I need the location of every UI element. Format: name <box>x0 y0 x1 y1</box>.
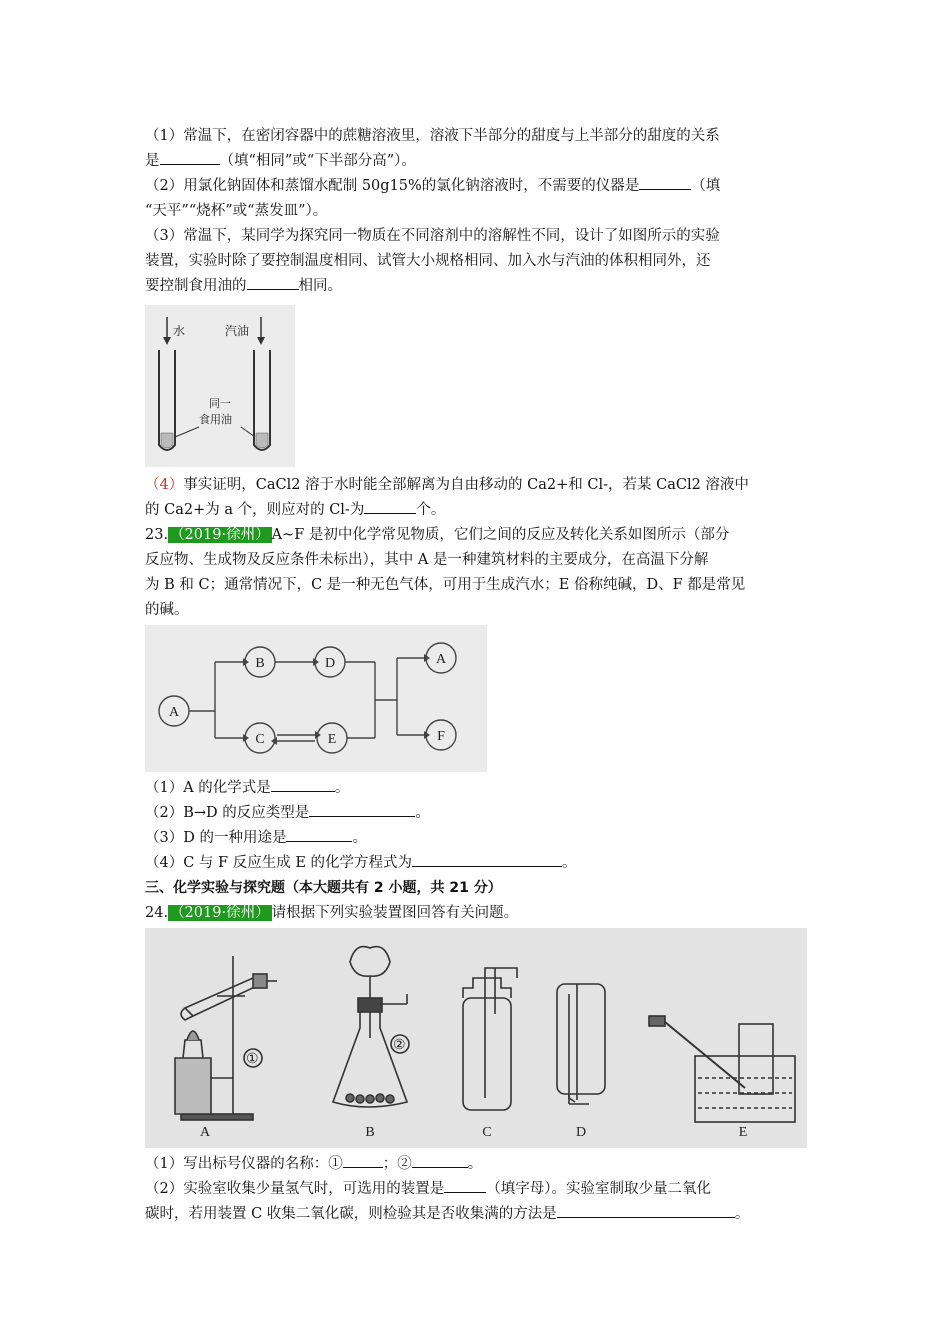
q24-sub1-end: 。 <box>467 1156 483 1172</box>
q22-p2-text3: “天平”“烧杯”或“蒸发皿”）。 <box>145 203 328 219</box>
q24-sub1-text2: ；② <box>382 1156 412 1172</box>
q22-p2-text2: （填 <box>691 178 721 194</box>
answer-blank[interactable] <box>160 150 220 165</box>
q23-line4 <box>145 598 807 623</box>
q23-sub3-end: 。 <box>352 830 367 846</box>
worksheet-page <box>145 124 807 1227</box>
q23-number: 23. <box>145 527 169 543</box>
q22-p1-text2: 是 <box>145 153 160 169</box>
apparatus-e <box>649 1016 795 1122</box>
q23-text4: 的碱。 <box>145 602 189 618</box>
q24-text: 请根据下列实验装置图回答有关问题。 <box>271 905 519 921</box>
label-gasoline: 汽油 <box>225 324 250 338</box>
q22-p4-text3: 个。 <box>416 502 446 518</box>
q24-sub2-line1 <box>145 1177 807 1202</box>
q23-sub1-text: （1）A 的化学式是 <box>145 780 271 796</box>
apparatus-label-b: B <box>365 1125 375 1140</box>
q22-p1-text: （1）常温下，在密闭容器中的蔗糖溶液里，溶液下半部分的甜度与上半部分的甜度的关系 <box>145 128 720 144</box>
answer-blank[interactable] <box>444 1178 486 1193</box>
q24-sub1 <box>145 1152 807 1177</box>
label-water: 水 <box>173 324 186 338</box>
answer-blank[interactable] <box>247 275 299 290</box>
q23-text: A~F 是初中化学常见物质，它们之间的反应及转化关系如图所示（部分 <box>271 527 730 543</box>
q24-line1 <box>145 901 807 926</box>
node-label-f: F <box>437 729 445 744</box>
q23-sub4 <box>145 851 807 876</box>
q22-p3-text2: 装置，实验时除了要控制温度相同、试管大小规格相同、加入水与汽油的体积相同外，还 <box>145 253 711 269</box>
q24-sub2-text2: （填字母）。实验室制取少量二氧化 <box>486 1181 711 1197</box>
q22-p3-line3 <box>145 274 807 299</box>
q24-sub2-end: 。 <box>734 1206 750 1222</box>
apparatus-label-a: A <box>199 1125 211 1140</box>
answer-blank[interactable] <box>557 1203 735 1218</box>
answer-blank[interactable] <box>271 777 335 792</box>
q24-sub2-text3: 碳时，若用装置 C 收集二氧化碳，则检验其是否收集满的方法是 <box>145 1206 557 1222</box>
answer-blank[interactable] <box>309 802 415 817</box>
relation-diagram <box>145 625 487 772</box>
apparatus-c <box>463 968 517 1110</box>
answer-blank[interactable] <box>412 1153 468 1168</box>
q22-p4-line1 <box>145 473 807 498</box>
marker-1: ① <box>246 1052 259 1067</box>
q22-p1-line1 <box>145 124 807 149</box>
apparatus-a <box>175 956 277 1120</box>
node-label-a: A <box>168 705 180 720</box>
apparatus-diagram <box>145 928 807 1148</box>
q22-p3-text3: 要控制食用油的 <box>145 278 247 294</box>
q22-p2-text: （2）用氯化钠固体和蒸馏水配制 50g15%的氯化钠溶液时，不需要的仪器是 <box>145 178 640 194</box>
q22-p4-number: （4） <box>145 477 184 493</box>
q22-p3-line2 <box>145 249 807 274</box>
q22-p3-line1 <box>145 224 807 249</box>
q24-sub2-text: （2）实验室收集少量氢气时，可选用的装置是 <box>145 1181 445 1197</box>
answer-blank[interactable] <box>639 175 691 190</box>
apparatus-d <box>557 984 605 1104</box>
answer-blank[interactable] <box>364 499 416 514</box>
q22-p3-text: （3）常温下，某同学为探究同一物质在不同溶剂中的溶解性不同，设计了如图所示的实验 <box>145 228 720 244</box>
q22-p1-text3: （填“相同”或“下半部分高”）。 <box>219 153 416 169</box>
apparatus-label-e: E <box>738 1125 748 1140</box>
q23-text2: 反应物、生成物及反应条件未标出），其中 A 是一种建筑材料的主要成分，在高温下分解 <box>145 552 709 568</box>
node-label-e: E <box>327 732 337 747</box>
q23-sub1-end: 。 <box>334 780 350 796</box>
q23-sub2-text: （2）B→D 的反应类型是 <box>145 805 310 821</box>
q23-line3 <box>145 573 807 598</box>
relation-figure <box>145 625 487 772</box>
q23-sub3-text: （3）D 的一种用途是 <box>145 830 287 846</box>
q23-sub4-end: 。 <box>562 855 577 871</box>
q22-p4-text: 事实证明，CaCl2 溶于水时能全部解离为自由移动的 Ca2+和 Cl-，若某 CaCl2 溶液中 <box>183 477 749 493</box>
q22-p1-line2 <box>145 149 807 174</box>
q22-p4-line2 <box>145 498 807 523</box>
q23-sub2 <box>145 801 807 826</box>
q22-p4-text2: 的 Ca2+为 a 个，则应对的 Cl-为 <box>145 502 365 518</box>
apparatus-label-d: D <box>575 1125 587 1140</box>
test-tube-figure <box>145 305 295 467</box>
q23-line1 <box>145 523 807 548</box>
label-food-oil: 食用油 <box>199 413 232 426</box>
label-same: 同一 <box>209 397 231 410</box>
q23-sub1 <box>145 776 807 801</box>
node-label-b: B <box>255 656 265 671</box>
answer-blank[interactable] <box>343 1153 383 1168</box>
q23-sub3 <box>145 826 807 851</box>
q23-text3: 为 B 和 C；通常情况下，C 是一种无色气体，可用于生成汽水；E 俗称纯碱，D、F 都是常见 <box>145 577 746 593</box>
q24-sub1-text: （1）写出标号仪器的名称：① <box>145 1156 343 1172</box>
q22-p2-line1 <box>145 174 807 199</box>
q23-sub4-text: （4）C 与 F 反应生成 E 的化学方程式为 <box>145 855 413 871</box>
test-tube-diagram <box>145 305 295 467</box>
answer-blank[interactable] <box>412 852 562 867</box>
source-tag: （2019·徐州） <box>170 905 270 921</box>
q23-line2 <box>145 548 807 573</box>
node-label-c: C <box>255 732 265 747</box>
apparatus-figure <box>145 928 807 1148</box>
marker-2: ② <box>393 1038 406 1053</box>
node-label-d: D <box>324 656 336 671</box>
apparatus-label-c: C <box>482 1125 492 1140</box>
answer-blank[interactable] <box>286 827 352 842</box>
node-label-a2: A <box>435 652 447 667</box>
q22-p2-line2 <box>145 199 807 224</box>
q23-sub2-end: 。 <box>415 805 430 821</box>
q22-p3-text4: 相同。 <box>298 278 342 294</box>
apparatus-b <box>333 947 409 1107</box>
q24-number: 24. <box>145 905 169 921</box>
source-tag: （2019·徐州） <box>170 527 270 543</box>
q24-sub2-line2 <box>145 1202 807 1227</box>
section-three-heading: 三、化学实验与探究题（本大题共有 2 小题，共 21 分） <box>145 880 502 896</box>
